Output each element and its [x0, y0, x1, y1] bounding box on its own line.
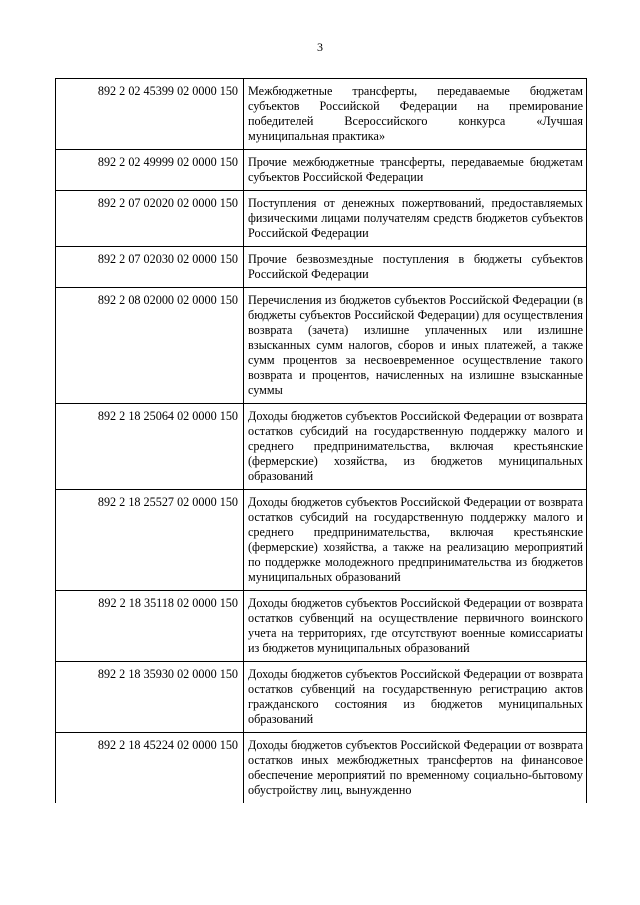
description-cell: Межбюджетные трансферты, передаваемые бюджетам субъектов Российской Федерации на премирование победителей Всероссийского конкурса «Лучшая муниципальная практика» [244, 79, 587, 150]
description-cell: Доходы бюджетов субъектов Российской Федерации от возврата остатков субвенций на государственную регистрацию актов гражданского состояния из бюджетов муниципальных образований [244, 662, 587, 733]
table-row [56, 191, 587, 247]
table-row [56, 662, 587, 733]
description-cell: Прочие безвозмездные поступления в бюджеты субъектов Российской Федерации [244, 247, 587, 288]
budget-code-cell: 892 2 07 02030 02 0000 150 [56, 247, 244, 288]
budget-code-cell: 892 2 07 02020 02 0000 150 [56, 191, 244, 247]
budget-code-cell: 892 2 18 25527 02 0000 150 [56, 490, 244, 591]
description-cell: Поступления от денежных пожертвований, предоставляемых физическими лицами получателям средств бюджетов субъектов Российской Федерации [244, 191, 587, 247]
table-row [56, 288, 587, 404]
budget-code-cell: 892 2 08 02000 02 0000 150 [56, 288, 244, 404]
budget-code-cell: 892 2 18 35930 02 0000 150 [56, 662, 244, 733]
budget-codes-table [55, 78, 587, 803]
description-cell: Доходы бюджетов субъектов Российской Федерации от возврата остатков иных межбюджетных трансфертов на финансовое обеспечение мероприятий по временному социально-бытовому обустройству лиц, вынужденно [244, 733, 587, 804]
description-cell: Прочие межбюджетные трансферты, передаваемые бюджетам субъектов Российской Федерации [244, 150, 587, 191]
description-cell: Доходы бюджетов субъектов Российской Федерации от возврата остатков субвенций на осуществление первичного воинского учета на территориях, где отсутствуют военные комиссариаты из бюджетов муниципальных образований [244, 591, 587, 662]
page-number: 3 [317, 40, 323, 54]
table-row [56, 404, 587, 490]
table-row [56, 247, 587, 288]
budget-code-cell: 892 2 02 49999 02 0000 150 [56, 150, 244, 191]
table-row [56, 490, 587, 591]
description-cell: Перечисления из бюджетов субъектов Российской Федерации (в бюджеты субъектов Российской Федерации) для осуществления возврата (зачета) излишне уплаченных или излишне взысканных сумм налогов, сборов и иных платежей, а также сумм процентов за несвоевременное осуществление такого возврата и процентов, начисленных на излишне взысканные суммы [244, 288, 587, 404]
table-row [56, 79, 587, 150]
description-cell: Доходы бюджетов субъектов Российской Федерации от возврата остатков субсидий на государственную поддержку малого и среднего предпринимательства, включая крестьянские (фермерские) хозяйства, из бюджетов муниципальных образований [244, 404, 587, 490]
description-cell: Доходы бюджетов субъектов Российской Федерации от возврата остатков субсидий на государственную поддержку малого и среднего предпринимательства, включая крестьянские (фермерские) хозяйства, а также на реализацию мероприятий по поддержке молодежного предпринимательства из бюджетов муниципальных образований [244, 490, 587, 591]
budget-code-cell: 892 2 18 35118 02 0000 150 [56, 591, 244, 662]
table-row [56, 733, 587, 804]
budget-code-cell: 892 2 02 45399 02 0000 150 [56, 79, 244, 150]
budget-code-cell: 892 2 18 45224 02 0000 150 [56, 733, 244, 804]
table-row [56, 150, 587, 191]
table-row [56, 591, 587, 662]
budget-code-cell: 892 2 18 25064 02 0000 150 [56, 404, 244, 490]
